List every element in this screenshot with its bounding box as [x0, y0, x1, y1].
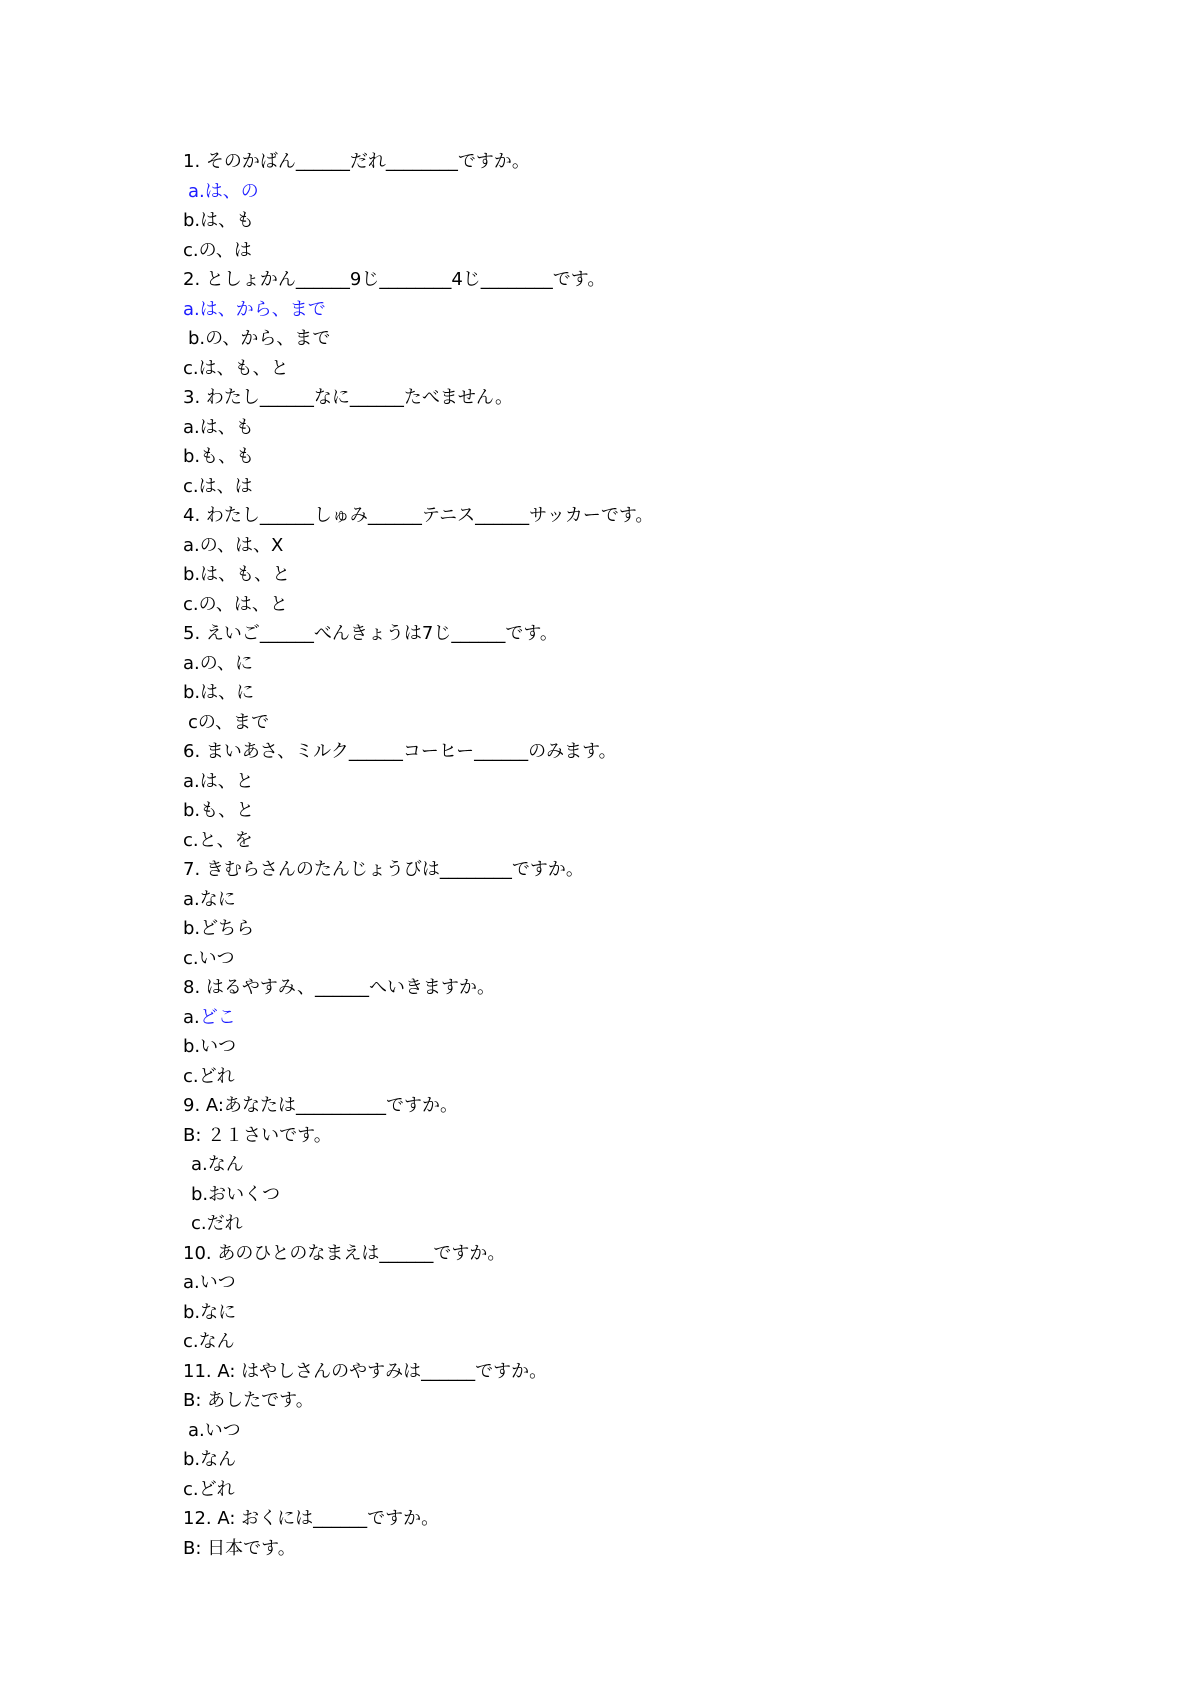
option-b: b.なん [183, 1449, 237, 1470]
option-b: b.なに [183, 1301, 237, 1323]
question-12-response: B: 日本です。 [183, 1537, 296, 1559]
question-7: 7. きむらさんのたんじょうびは________ですか。 [183, 859, 584, 880]
question-9-response: B: ２１さいです。 [183, 1124, 332, 1146]
option-a: a.は、と [183, 770, 254, 792]
option-b: b.は、に [183, 682, 255, 703]
option-b: b.どちら [183, 918, 255, 939]
option-c: cの、まで [188, 711, 270, 733]
option-a [183, 1003, 1083, 1033]
option-b: b.も、と [183, 800, 255, 821]
question-3: 3. わたし______なに______たべません。 [183, 387, 513, 408]
option-b: b.は、も [183, 210, 255, 231]
option-b: b.おいくつ [191, 1183, 281, 1205]
question-9: 9. A:あなたは__________ですか。 [183, 1095, 458, 1116]
question-5: 5. えいご______べんきょうは7じ______です。 [183, 623, 558, 644]
option-b: b.の、から、まで [188, 328, 331, 349]
answer-text: どこ [199, 1006, 236, 1028]
option-a: a.なん [191, 1154, 244, 1175]
question-12: 12. A: おくには______ですか。 [183, 1508, 440, 1529]
option-a: a.は、も [183, 416, 254, 438]
option-a: a.いつ [188, 1419, 241, 1441]
option-a: a.の、は、X [183, 534, 284, 556]
question-8: 8. はるやすみ、______へいきますか。 [183, 977, 495, 998]
option-c: c.と、を [183, 829, 253, 851]
option-c: c.だれ [191, 1213, 243, 1234]
option-a: a.いつ [183, 1272, 236, 1293]
question-2: 2. としょかん______9じ________4じ________です。 [183, 269, 606, 290]
option-a-prefix: a. [183, 1006, 200, 1028]
question-1: 1. そのかばん______だれ________ですか。 [183, 151, 530, 172]
option-c: c.は、も、と [183, 357, 289, 379]
option-c: c.の、は [183, 239, 252, 261]
option-b: b.いつ [183, 1036, 237, 1057]
option-b: b.も、も [183, 446, 255, 467]
option-b: b.は、も、と [183, 564, 291, 585]
option-c: c.いつ [183, 947, 235, 969]
option-c: c.どれ [183, 1478, 235, 1500]
question-6: 6. まいあさ、ミルク______コーヒー______のみます。 [183, 741, 617, 762]
option-c: c.は、は [183, 475, 253, 497]
question-4: 4. わたし______しゅみ______テニス______サッカーです。 [183, 505, 654, 526]
answer-option-a: a.は、の [188, 180, 259, 202]
question-11-response: B: あしたです。 [183, 1390, 314, 1411]
option-c: c.どれ [183, 1065, 235, 1087]
answer-option-a: a.は、から、まで [183, 298, 326, 320]
option-c: c.なん [183, 1331, 235, 1352]
quiz-document [183, 147, 1083, 1563]
question-10: 10. あのひとのなまえは______ですか。 [183, 1242, 506, 1264]
option-c: c.の、は、と [183, 593, 288, 615]
question-11: 11. A: はやしさんのやすみは______ですか。 [183, 1360, 548, 1382]
option-a: a.の、に [183, 652, 254, 674]
option-a: a.なに [183, 888, 236, 910]
